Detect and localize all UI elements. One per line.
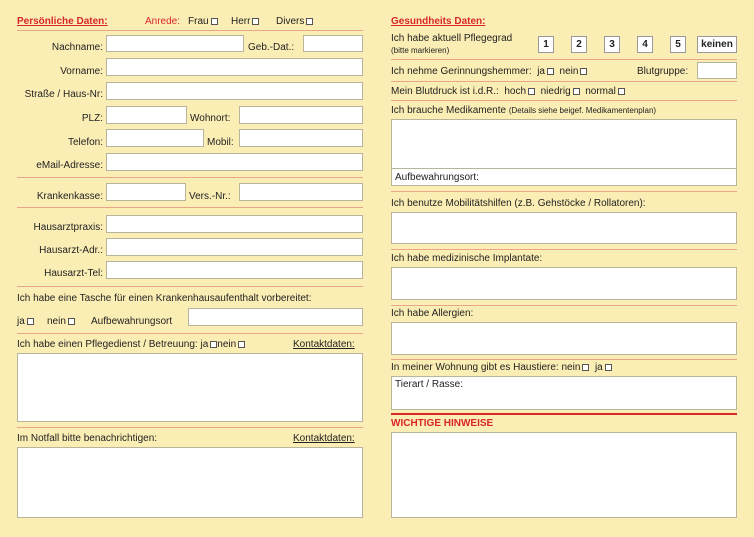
frau-checkbox[interactable] <box>211 18 218 25</box>
geb-dat-field[interactable] <box>303 35 363 52</box>
haustiere-ja-checkbox[interactable] <box>605 364 612 371</box>
pflegedienst-question <box>17 339 245 351</box>
medikamente-question <box>391 105 656 117</box>
divider <box>17 286 363 287</box>
plz-label: PLZ: <box>81 113 103 124</box>
divider <box>391 59 737 60</box>
tasche-ort-field[interactable] <box>188 308 363 326</box>
pflegegrad-hint: (bitte markieren) <box>391 46 450 55</box>
tasche-nein-label: nein <box>47 316 66 327</box>
nachname-field[interactable] <box>106 35 244 52</box>
wohnort-label: Wohnort: <box>190 113 231 124</box>
vorname-field[interactable] <box>106 58 363 76</box>
haustiere-row <box>391 362 612 374</box>
krankenkasse-field[interactable] <box>106 183 186 201</box>
hausarztpraxis-field[interactable] <box>106 215 363 233</box>
pflegegrad-question: Ich habe aktuell Pflegegrad <box>391 33 513 44</box>
haustiere-nein-label: nein <box>561 362 581 373</box>
divider <box>391 100 737 101</box>
anrede-divers[interactable] <box>276 16 313 28</box>
divider <box>17 333 363 334</box>
strasse-field[interactable] <box>106 82 363 100</box>
telefon-field[interactable] <box>106 129 204 147</box>
pflegedienst-kontakt-field[interactable] <box>17 353 363 422</box>
pflegedienst-nein-checkbox[interactable] <box>238 341 245 348</box>
divers-checkbox[interactable] <box>306 18 313 25</box>
pflegedienst-question-text: Ich habe einen Pflegedienst / Betreuung: <box>17 339 198 350</box>
hausarzt-adr-label: Hausarzt-Adr.: <box>39 245 103 256</box>
tasche-ja-checkbox[interactable] <box>27 318 34 325</box>
anrede-frau[interactable] <box>188 16 218 28</box>
hausarzt-adr-field[interactable] <box>106 238 363 256</box>
gerinnung-nein-checkbox[interactable] <box>580 68 587 75</box>
blutgruppe-label: Blutgruppe: <box>637 66 689 77</box>
pflegegrad-3-option[interactable]: 3 <box>604 36 620 53</box>
plz-field[interactable] <box>106 106 187 124</box>
haustiere-ja-label: ja <box>594 362 603 373</box>
gerinnung-question: Ich nehme Gerinnungshemmer: <box>391 66 532 77</box>
pflegegrad-1-option[interactable]: 1 <box>538 36 554 53</box>
health-data-heading: Gesundheits Daten: <box>391 16 486 27</box>
mobil-field[interactable] <box>239 129 363 147</box>
pflegedienst-ja-label: ja <box>200 339 209 350</box>
blutdruck-niedrig-checkbox[interactable] <box>573 88 580 95</box>
implantate-field[interactable] <box>391 267 737 300</box>
vers-nr-field[interactable] <box>239 183 363 201</box>
anrede-frau-label: Frau <box>188 16 209 27</box>
blutdruck-hoch-label: hoch <box>504 86 527 97</box>
blutdruck-niedrig-label: niedrig <box>540 86 571 97</box>
mobilitaet-field[interactable] <box>391 212 737 244</box>
divider <box>391 249 737 250</box>
hausarztpraxis-label: Hausarztpraxis: <box>33 222 103 233</box>
gerinnung-ja-checkbox[interactable] <box>547 68 554 75</box>
geb-dat-label: Geb.-Dat.: <box>248 42 295 53</box>
haustiere-question: In meiner Wohnung gibt es Haustiere: <box>391 362 559 373</box>
vorname-label: Vorname: <box>60 66 103 77</box>
pflegedienst-kontakt-label: Kontaktdaten: <box>293 339 355 350</box>
medikamente-aufbewahrung-label: Aufbewahrungsort: <box>395 172 479 183</box>
pflegegrad-4-option[interactable]: 4 <box>637 36 653 53</box>
tasche-ja[interactable] <box>17 316 34 328</box>
divider <box>17 30 363 31</box>
notfall-kontakt-label: Kontaktdaten: <box>293 433 355 444</box>
strasse-label: Straße / Haus-Nr: <box>24 89 103 100</box>
mobilitaet-question: Ich benutze Mobilitätshilfen (z.B. Gehstöcke / Rollatoren): <box>391 198 646 209</box>
anrede-herr-label: Herr <box>231 16 251 27</box>
anrede-herr[interactable] <box>231 16 259 28</box>
vers-nr-label: Vers.-Nr.: <box>189 191 231 202</box>
telefon-label: Telefon: <box>67 137 103 148</box>
tasche-nein[interactable] <box>47 316 75 328</box>
herr-checkbox[interactable] <box>252 18 259 25</box>
notfall-kontakt-field[interactable] <box>17 447 363 518</box>
hinweise-heading: WICHTIGE HINWEISE <box>391 418 494 429</box>
mobil-label: Mobil: <box>207 137 234 148</box>
personal-data-heading: Persönliche Daten: <box>17 16 108 27</box>
email-label: eMail-Adresse: <box>36 160 103 171</box>
allergien-question: Ich habe Allergien: <box>391 308 474 319</box>
anrede-divers-label: Divers <box>276 16 305 27</box>
divider <box>391 305 737 306</box>
notfall-question: Im Notfall bitte benachrichtigen: <box>17 433 158 444</box>
krankenkasse-label: Krankenkasse: <box>36 191 103 202</box>
blutdruck-normal-label: normal <box>585 86 616 97</box>
divider <box>391 413 737 415</box>
blutdruck-normal-checkbox[interactable] <box>618 88 625 95</box>
pflegedienst-nein-label: nein <box>217 339 237 350</box>
divider <box>17 177 363 178</box>
tasche-nein-checkbox[interactable] <box>68 318 75 325</box>
wohnort-field[interactable] <box>239 106 363 124</box>
blutgruppe-field[interactable] <box>697 62 737 79</box>
allergien-field[interactable] <box>391 322 737 355</box>
implantate-question: Ich habe medizinische Implantate: <box>391 253 543 264</box>
divider <box>391 191 737 192</box>
gerinnung-row <box>391 66 587 78</box>
tierart-label: Tierart / Rasse: <box>395 379 463 390</box>
anrede-label: Anrede: <box>145 16 181 27</box>
tasche-question: Ich habe eine Tasche für einen Krankenhausaufenthalt vorbereitet: <box>17 293 312 304</box>
tasche-ort-label: Aufbewahrungsort <box>91 316 173 327</box>
hausarzt-tel-field[interactable] <box>106 261 363 279</box>
pflegegrad-5-option[interactable]: 5 <box>670 36 686 53</box>
blutdruck-hoch-checkbox[interactable] <box>528 88 535 95</box>
nachname-label: Nachname: <box>51 42 103 53</box>
blutdruck-row <box>391 86 625 98</box>
hausarzt-tel-label: Hausarzt-Tel: <box>44 268 103 279</box>
divider <box>391 359 737 360</box>
blutdruck-question: Mein Blutdruck ist i.d.R.: <box>391 86 499 97</box>
medikamente-hint: (Details siehe beigef. Medikamentenplan) <box>508 106 657 115</box>
divider <box>17 207 363 208</box>
haustiere-nein-checkbox[interactable] <box>582 364 589 371</box>
medikamente-divider <box>392 168 736 169</box>
divider <box>17 427 363 428</box>
divider <box>391 81 737 82</box>
pflegegrad-2-option[interactable]: 2 <box>571 36 587 53</box>
tasche-ja-label: ja <box>17 316 25 327</box>
hinweise-field[interactable] <box>391 432 737 518</box>
gerinnung-nein-label: nein <box>559 66 579 77</box>
gerinnung-ja-label: ja <box>537 66 545 77</box>
pflegegrad-keinen-option[interactable]: keinen <box>697 36 737 53</box>
medikamente-question-text: Ich brauche Medikamente <box>391 105 507 116</box>
email-field[interactable] <box>106 153 363 171</box>
